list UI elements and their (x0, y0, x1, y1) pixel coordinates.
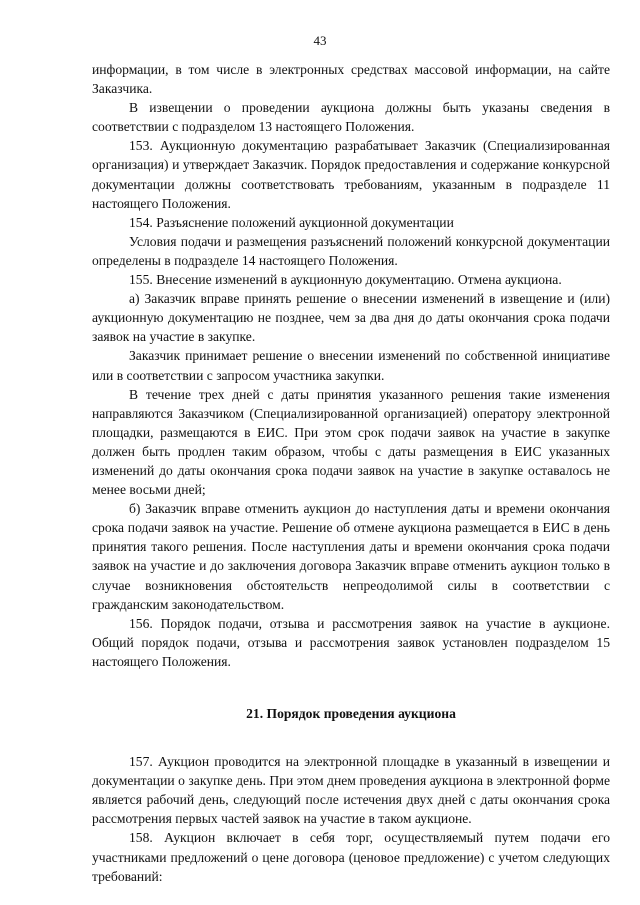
section-heading: 21. Порядок проведения аукциона (246, 706, 456, 721)
page-number: 43 (313, 33, 327, 48)
paragraph-155-a: а) Заказчик вправе принять решение о внесении изменений в извещение и (или) аукционную документацию не позднее, чем за два дня до даты окончания срока подачи заявок на участие в закупке. (92, 291, 610, 345)
paragraph-155: 155. Внесение изменений в аукционную документацию. Отмена аукциона. (129, 272, 562, 288)
paragraph: Условия подачи и размещения разъяснений положений конкурсной документации определены в подразделе 14 настоящего Положения. (92, 233, 610, 268)
paragraph: В извещении о проведении аукциона должны быть указаны сведения в соответствии с подразделом 13 настоящего Положения. (92, 100, 610, 135)
paragraph-156: 156. Порядок подачи, отзыва и рассмотрения заявок на участие в аукционе. Общий порядок подачи, отзыва и рассмотрения заявок установлен подразделом 15 настоящего Положения. (92, 615, 610, 669)
paragraph: Заказчик принимает решение о внесении изменений по собственной инициативе или в соответствии с запросом участника закупки. (92, 348, 610, 383)
paragraph-154: 154. Разъяснение положений аукционной документации (129, 214, 454, 230)
paragraph-157: 157. Аукцион проводится на электронной площадке в указанный в извещении и документации о закупке день. При этом днем проведения аукциона в электронной форме является рабочий день, следующий после истечения двух дней с даты окончания срока рассмотрения первых частей заявок на участие в таком аукционе. (92, 754, 610, 827)
body-text (92, 60, 610, 886)
paragraph-153: 153. Аукционную документацию разрабатывает Заказчик (Специализированная организация) и утверждает Заказчик. Порядок предоставления и содержание конкурсной документации должны соответствовать требованиям, указанным в подразделе 11 настоящего Положения. (92, 138, 610, 211)
paragraph-155-b: б) Заказчик вправе отменить аукцион до наступления даты и времени окончания срока подачи заявок на участие. Решение об отмене аукциона размещается в ЕИС в день принятия такого решения. После наступления даты и времени окончания срока подачи заявок на участие и до заключения договора Заказчик вправе отменить аукцион только в случае возникновения обстоятельств непреодолимой силы в соответствии с гражданским законодательством. (92, 501, 610, 612)
paragraph-158: 158. Аукцион включает в себя торг, осуществляемый путем подачи его участниками предложений о цене договора (ценовое предложение) с учетом следующих требований: (92, 830, 610, 884)
paragraph: информации, в том числе в электронных средствах массовой информации, на сайте Заказчика. (92, 62, 610, 97)
paragraph: В течение трех дней с даты принятия указанного решения такие изменения направляются Заказчиком (Специализированной организацией) оператору электронной площадки, размещаются в ЕИС. При этом срок подачи заявок на участие в закупке должен быть продлен таким образом, чтобы с даты размещения в ЕИС указанных изменений до даты окончания срока подачи заявок на участие в закупке оставалось не менее восьми дней; (92, 386, 610, 498)
